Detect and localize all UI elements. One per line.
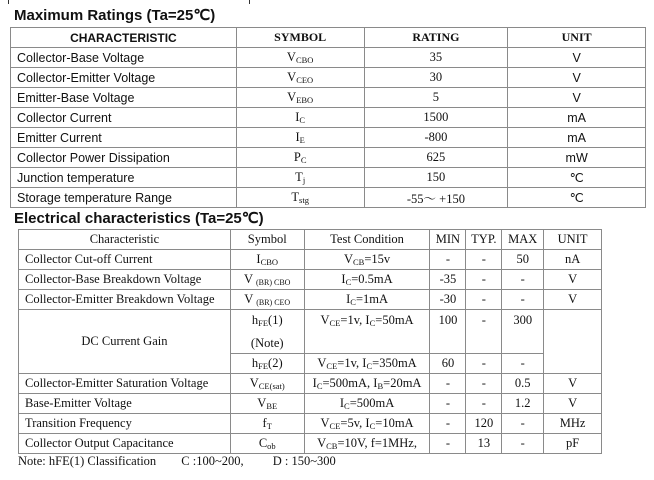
header-test-condition: Test Condition bbox=[304, 230, 430, 250]
symbol-cell: $h_{FE}(2)$ bbox=[230, 354, 304, 374]
rating-cell: 625 bbox=[364, 148, 508, 168]
condition-cell: $V_{CB}=15v$ bbox=[304, 250, 430, 270]
typ-cell: - bbox=[466, 394, 502, 414]
table-row bbox=[19, 394, 602, 414]
maximum-ratings-table bbox=[10, 27, 646, 208]
characteristic-cell: Junction temperature bbox=[11, 168, 237, 188]
characteristic-cell: Collector Current bbox=[11, 108, 237, 128]
characteristic-cell: Emitter-Base Voltage bbox=[11, 88, 237, 108]
condition-cell: $V_{CE}=1v$, $I_C=50mA$ bbox=[304, 310, 430, 354]
typ-cell: 13 bbox=[466, 434, 502, 454]
table-row bbox=[19, 434, 602, 454]
rating-cell: -800 bbox=[364, 128, 508, 148]
condition-cell: $I_C=0.5mA$ bbox=[304, 270, 430, 290]
min-cell: - bbox=[430, 374, 466, 394]
top-border-tick bbox=[249, 0, 250, 4]
max-cell: - bbox=[502, 290, 544, 310]
symbol-cell: $f_T$ bbox=[230, 414, 304, 434]
condition-cell: $I_C=1mA$ bbox=[304, 290, 430, 310]
max-cell: - bbox=[502, 354, 544, 374]
unit-cell: mW bbox=[508, 148, 646, 168]
condition-cell: $I_C=500mA$ bbox=[304, 394, 430, 414]
symbol-cell: $C_{ob}$ bbox=[230, 434, 304, 454]
header-min: MIN bbox=[430, 230, 466, 250]
characteristic-cell: Collector-Base Voltage bbox=[11, 48, 237, 68]
symbol-cell: $V_{CE(sat)}$ bbox=[230, 374, 304, 394]
table-row bbox=[19, 290, 602, 310]
symbol-cell: $P_C$ bbox=[236, 148, 364, 168]
max-cell: 0.5 bbox=[502, 374, 544, 394]
electrical-header-row bbox=[19, 230, 602, 250]
unit-cell: MHz bbox=[544, 414, 602, 434]
characteristic-cell: Collector Output Capacitance bbox=[19, 434, 231, 454]
typ-cell: - bbox=[466, 354, 502, 374]
typ-cell: - bbox=[466, 310, 502, 354]
symbol-cell: $V_{EBO}$ bbox=[236, 88, 364, 108]
table-row bbox=[11, 88, 646, 108]
max-cell: - bbox=[502, 414, 544, 434]
characteristic-cell: Collector-Base Breakdown Voltage bbox=[19, 270, 231, 290]
condition-cell: $V_{CE}=1v$, $I_C=350mA$ bbox=[304, 354, 430, 374]
unit-cell: V bbox=[544, 270, 602, 290]
table-row bbox=[19, 310, 602, 354]
header-characteristic: Characteristic bbox=[19, 230, 231, 250]
rating-cell: 150 bbox=[364, 168, 508, 188]
header-rating: RATING bbox=[364, 28, 508, 48]
top-border-fragment bbox=[8, 0, 654, 4]
symbol-cell: $T_{stg}$ bbox=[236, 188, 364, 208]
characteristic-cell: Collector Cut-off Current bbox=[19, 250, 231, 270]
characteristic-cell: Storage temperature Range bbox=[11, 188, 237, 208]
condition-cell: $V_{CB}=10V$, f=1MHz, bbox=[304, 434, 430, 454]
header-symbol: SYMBOL bbox=[236, 28, 364, 48]
characteristic-cell: DC Current Gain bbox=[19, 310, 231, 374]
table-row bbox=[19, 270, 602, 290]
unit-cell: V bbox=[544, 374, 602, 394]
symbol-cell: V $_{(BR) CBO}$ bbox=[230, 270, 304, 290]
unit-cell bbox=[544, 310, 602, 374]
condition-cell: $V_{CE}=5v$, $I_C=10mA$ bbox=[304, 414, 430, 434]
typ-cell: - bbox=[466, 290, 502, 310]
table-row bbox=[19, 414, 602, 434]
symbol-cell: $V_{BE}$ bbox=[230, 394, 304, 414]
symbol-cell: $I_C$ bbox=[236, 108, 364, 128]
electrical-characteristics-title: Electrical characteristics (Ta=25℃) bbox=[14, 210, 264, 227]
min-cell: -30 bbox=[430, 290, 466, 310]
symbol-cell: V $_{(BR) CEO}$ bbox=[230, 290, 304, 310]
max-cell: - bbox=[502, 434, 544, 454]
characteristic-cell: Transition Frequency bbox=[19, 414, 231, 434]
table-row bbox=[11, 168, 646, 188]
condition-cell: $I_C=500mA$, $I_B=20mA$ bbox=[304, 374, 430, 394]
symbol-cell: $I_E$ bbox=[236, 128, 364, 148]
table-row bbox=[11, 148, 646, 168]
unit-cell: V bbox=[544, 394, 602, 414]
rating-cell: -55～ +150 bbox=[364, 188, 508, 208]
typ-cell: - bbox=[466, 250, 502, 270]
table-row bbox=[11, 48, 646, 68]
unit-cell: mA bbox=[508, 128, 646, 148]
table-row bbox=[11, 188, 646, 208]
rating-cell: 1500 bbox=[364, 108, 508, 128]
symbol-cell: $h_{FE}(1)$ (Note) bbox=[230, 310, 304, 354]
min-cell: - bbox=[430, 434, 466, 454]
max-cell: 1.2 bbox=[502, 394, 544, 414]
unit-cell: pF bbox=[544, 434, 602, 454]
characteristic-cell: Collector-Emitter Voltage bbox=[11, 68, 237, 88]
header-characteristic: CHARACTERISTIC bbox=[11, 28, 237, 48]
min-cell: - bbox=[430, 250, 466, 270]
symbol-cell: $I_{CBO}$ bbox=[230, 250, 304, 270]
table-row bbox=[11, 68, 646, 88]
min-cell: - bbox=[430, 394, 466, 414]
header-unit: UNIT bbox=[544, 230, 602, 250]
unit-cell: V bbox=[508, 88, 646, 108]
typ-cell: - bbox=[466, 270, 502, 290]
characteristic-cell: Base-Emitter Voltage bbox=[19, 394, 231, 414]
header-unit: UNIT bbox=[508, 28, 646, 48]
max-cell: 300 bbox=[502, 310, 544, 354]
min-cell: -35 bbox=[430, 270, 466, 290]
symbol-cell: $T_j$ bbox=[236, 168, 364, 188]
maximum-ratings-title: Maximum Ratings (Ta=25℃) bbox=[14, 7, 216, 24]
symbol-cell: $V_{CBO}$ bbox=[236, 48, 364, 68]
classification-note bbox=[18, 454, 336, 469]
characteristic-cell: Collector-Emitter Saturation Voltage bbox=[19, 374, 231, 394]
symbol-cell: $V_{CEO}$ bbox=[236, 68, 364, 88]
typ-cell: - bbox=[466, 374, 502, 394]
table-row bbox=[11, 108, 646, 128]
unit-cell: ℃ bbox=[508, 168, 646, 188]
typ-cell: 120 bbox=[466, 414, 502, 434]
unit-cell: ℃ bbox=[508, 188, 646, 208]
unit-cell: nA bbox=[544, 250, 602, 270]
min-cell: 100 bbox=[430, 310, 466, 354]
table-row bbox=[19, 250, 602, 270]
note-class-d: D : 150~300 bbox=[272, 454, 336, 468]
characteristic-cell: Emitter Current bbox=[11, 128, 237, 148]
unit-cell: mA bbox=[508, 108, 646, 128]
table-row bbox=[11, 128, 646, 148]
unit-cell: V bbox=[508, 48, 646, 68]
rating-cell: 30 bbox=[364, 68, 508, 88]
unit-cell: V bbox=[508, 68, 646, 88]
maximum-ratings-header-row bbox=[11, 28, 646, 48]
rating-cell: 5 bbox=[364, 88, 508, 108]
characteristic-cell: Collector Power Dissipation bbox=[11, 148, 237, 168]
note-class-c: C :100~200, bbox=[181, 454, 244, 468]
header-typ: TYP. bbox=[466, 230, 502, 250]
header-symbol: Symbol bbox=[230, 230, 304, 250]
min-cell: 60 bbox=[430, 354, 466, 374]
table-row bbox=[19, 374, 602, 394]
note-label: Note: hFE(1) Classification bbox=[18, 454, 157, 468]
header-max: MAX bbox=[502, 230, 544, 250]
max-cell: - bbox=[502, 270, 544, 290]
characteristic-cell: Collector-Emitter Breakdown Voltage bbox=[19, 290, 231, 310]
min-cell: - bbox=[430, 414, 466, 434]
max-cell: 50 bbox=[502, 250, 544, 270]
unit-cell: V bbox=[544, 290, 602, 310]
rating-cell: 35 bbox=[364, 48, 508, 68]
electrical-characteristics-table bbox=[18, 229, 602, 454]
